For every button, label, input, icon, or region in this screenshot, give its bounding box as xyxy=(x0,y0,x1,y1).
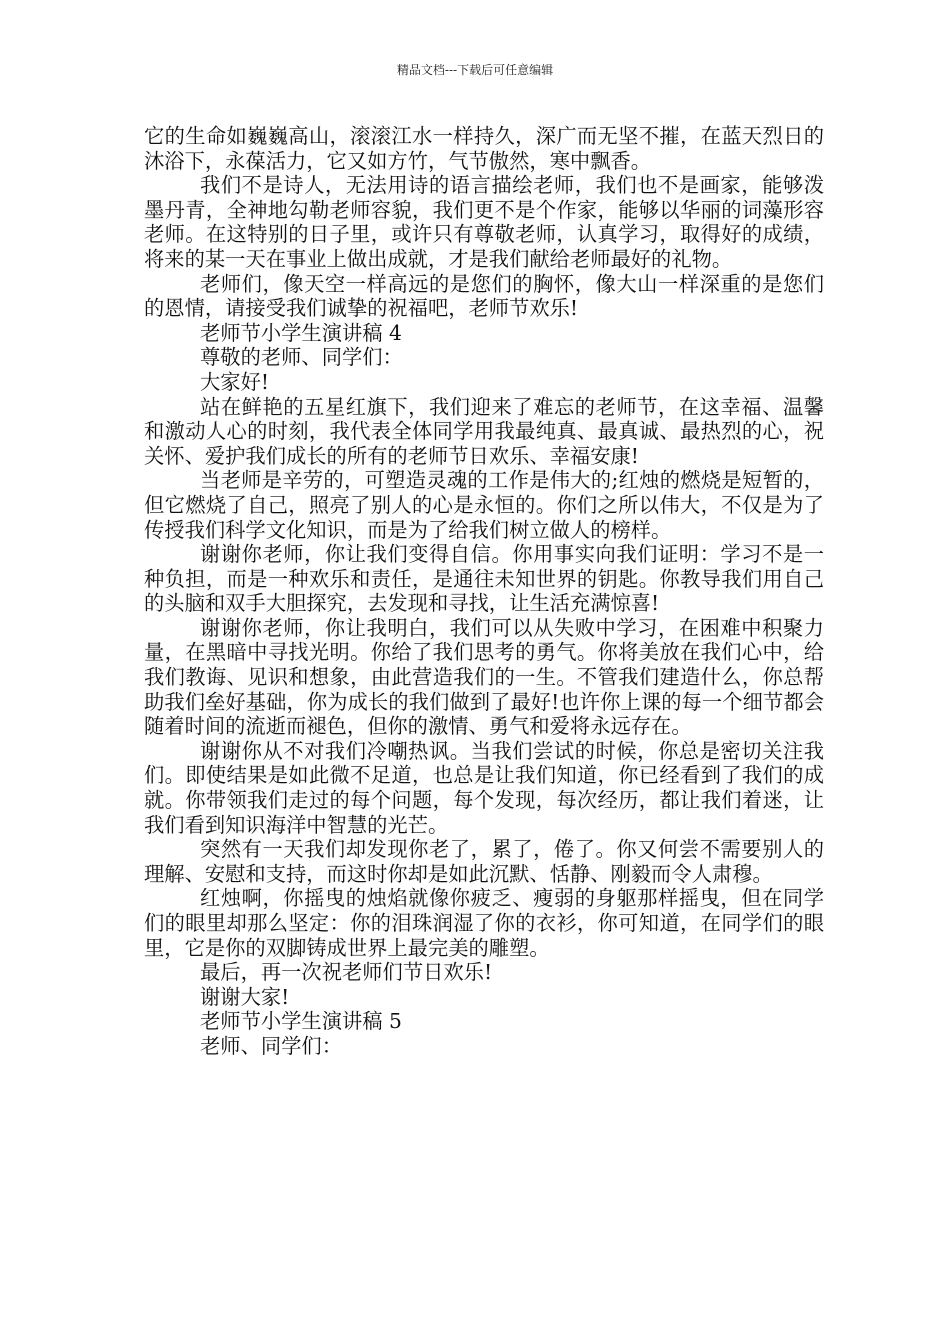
paragraph: 谢谢你老师，你让我们变得自信。你用事实向我们证明：学习不是一种负担，而是一种欢乐和责任，是通往未知世界的钥匙。你教导我们用自己的头脑和双手大胆探究，去发现和寻找，让生活充满惊喜! xyxy=(144,542,824,616)
closing-wish: 最后，再一次祝老师们节日欢乐! xyxy=(200,960,493,985)
paragraph: 突然有一天我们却发现你老了，累了，倦了。你又何尝不需要别人的理解、安慰和支持，而这时你却是如此沉默、恬静、刚毅而令人肃穆。 xyxy=(144,837,824,886)
salutation: 尊敬的老师、同学们： xyxy=(200,345,403,370)
paragraph: 它的生命如巍巍高山，滚滚江水一样持久，深广而无坚不摧，在蓝天烈日的沐浴下，永葆活力，它又如方竹，气节傲然，寒中飘香。 xyxy=(144,124,824,173)
closing-thanks: 谢谢大家! xyxy=(200,984,290,1009)
page-header: 精品文档---下载后可任意编辑 xyxy=(396,63,554,77)
paragraph: 红烛啊，你摇曳的烛焰就像你疲乏、瘦弱的身躯那样摇曳，但在同学们的眼里却那么坚定：你的泪珠润湿了你的衣衫，你可知道，在同学们的眼里，它是你的双脚铸成世界上最完美的雕塑。 xyxy=(144,886,824,960)
speech-title: 老师节小学生演讲稿 4 xyxy=(200,320,402,345)
paragraph: 站在鲜艳的五星红旗下，我们迎来了难忘的老师节，在这幸福、温馨和激动人心的时刻，我代表全体同学用我最纯真、最真诚、最热烈的心，祝关怀、爱护我们成长的所有的老师节日欢乐、幸福安康! xyxy=(144,394,824,468)
paragraph: 当老师是辛劳的，可塑造灵魂的工作是伟大的;红烛的燃烧是短暂的，但它燃烧了自己，照亮了别人的心是永恒的。你们之所以伟大，不仅是为了传授我们科学文化知识，而是为了给我们树立做人的榜样。 xyxy=(144,468,824,542)
document-body xyxy=(144,124,824,1059)
salutation: 老师、同学们： xyxy=(200,1033,342,1058)
paragraph: 谢谢你从不对我们冷嘲热讽。当我们尝试的时候，你总是密切关注我们。即使结果是如此微不足道，也总是让我们知道，你已经看到了我们的成就。你带领我们走过的每个问题，每个发现，每次经历，都让我们着迷，让我们看到知识海洋中智慧的光芒。 xyxy=(144,738,824,837)
speech-title: 老师节小学生演讲稿 5 xyxy=(200,1009,402,1034)
greeting: 大家好! xyxy=(200,369,269,394)
paragraph: 老师们，像天空一样高远的是您们的胸怀，像大山一样深重的是您们的恩情，请接受我们诚挚的祝福吧，老师节欢乐! xyxy=(144,271,824,321)
paragraph: 我们不是诗人，无法用诗的语言描绘老师，我们也不是画家，能够泼墨丹青，全神地勾勒老师容貌，我们更不是个作家，能够以华丽的词藻形容老师。在这特别的日子里，或许只有尊敬老师，认真学习，取得好的成绩，将来的某一天在事业上做出成就，才是我们献给老师最好的礼物。 xyxy=(144,173,824,271)
paragraph: 谢谢你老师，你让我明白，我们可以从失败中学习，在困难中积聚力量，在黑暗中寻找光明。你给了我们思考的勇气。你将美放在我们心中，给我们教诲、见识和想象，由此营造我们的一生。不管我们建造什么，你总帮助我们垒好基础，你为成长的我们做到了最好!也许你上课的每一个细节都会随着时间的流逝而褪色，但你的激情、勇气和爱将永远存在。 xyxy=(144,615,824,739)
